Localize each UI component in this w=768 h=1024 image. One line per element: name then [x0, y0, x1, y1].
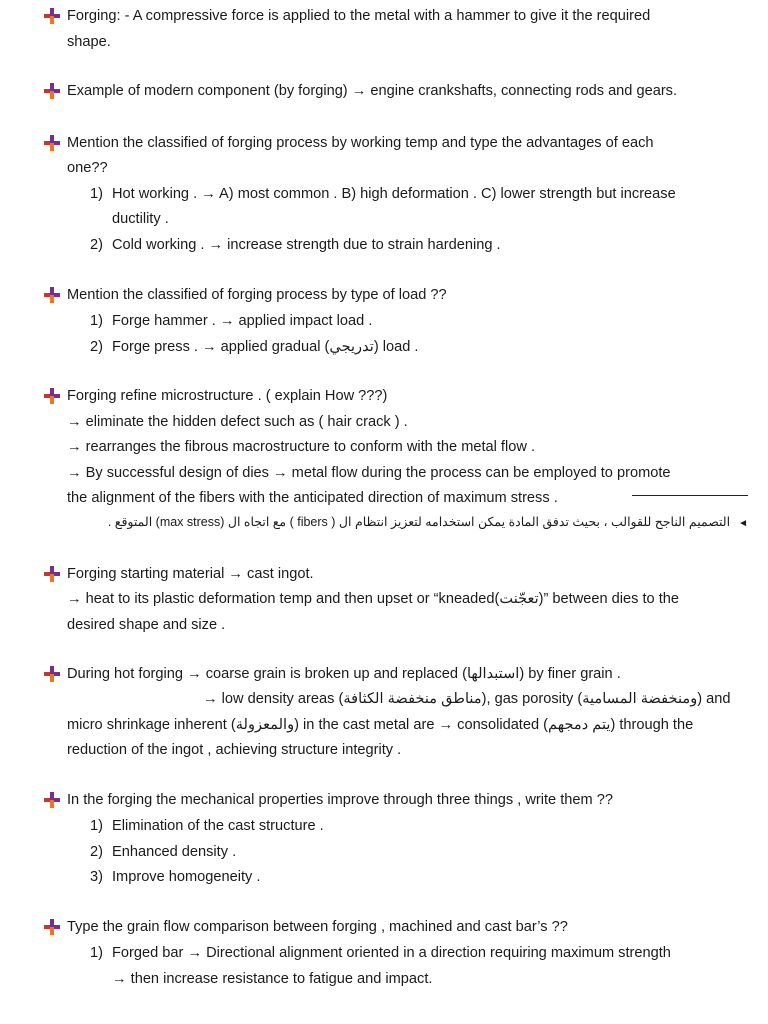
section-text: → rearranges the fibrous macrostructure to conform with the metal flow .	[67, 439, 535, 455]
list-item: 1) Elimination of the cast structure .	[90, 818, 324, 834]
section-text: → heat to its plastic deformation temp and then upset or “kneaded(تعجّنت)” between dies to the	[67, 591, 679, 607]
list-item: 2) Forge press . → applied gradual (تدريجي) load .	[90, 339, 419, 355]
section-text: Forging: - A compressive force is applied to the metal with a hammer to give it the required	[67, 8, 651, 24]
section-text: → eliminate the hidden defect such as ( hair crack ) .	[67, 414, 408, 430]
plus-bullet-icon	[43, 7, 61, 25]
plus-bullet-icon	[43, 82, 61, 100]
list-item: 2) Cold working . → increase strength due to strain hardening .	[90, 237, 501, 253]
section-text: Example of modern component (by forging) → engine crankshafts, connecting rods and gears.	[67, 83, 678, 99]
section-text: → low density areas (مناطق منخفضة الكثافة), gas porosity (ومنخفضة المسامية) and	[203, 691, 731, 707]
plus-bullet-icon	[43, 918, 61, 936]
section-text: reduction of the ingot , achieving structure integrity .	[67, 742, 402, 758]
plus-bullet-icon	[43, 286, 61, 304]
section-text: Forging refine microstructure . ( explain How ???)	[67, 388, 388, 404]
section-text: Forging starting material → cast ingot.	[67, 566, 314, 582]
list-item: 1) Forge hammer . → applied impact load .	[90, 313, 373, 329]
section-text: During hot forging → coarse grain is broken up and replaced (استبدالها) by finer grain .	[67, 666, 621, 682]
section-text: Type the grain flow comparison between forging , machined and cast bar’s ??	[67, 919, 568, 935]
plus-bullet-icon	[43, 134, 61, 152]
section-text: → By successful design of dies → metal flow during the process can be employed to promote	[67, 465, 671, 481]
plus-bullet-icon	[43, 665, 61, 683]
list-item: 2) Enhanced density .	[90, 844, 237, 860]
section-text: one??	[67, 160, 108, 176]
section-text: In the forging the mechanical properties improve through three things , write them ??	[67, 792, 613, 808]
section-text: shape.	[67, 34, 111, 50]
arabic-note: ◄التصميم الناجح للقوالب ، بحيث تدفق المادة يمكن استخدامه لتعزيز انتظام ال ( fibers ) مع اتجاه ال (max stress) المتوقع .	[107, 515, 748, 529]
list-item-continuation: → then increase resistance to fatigue and impact.	[112, 971, 433, 987]
list-item-continuation: ductility .	[112, 211, 169, 227]
section-text: desired shape and size .	[67, 617, 226, 633]
plus-bullet-icon	[43, 791, 61, 809]
plus-bullet-icon	[43, 387, 61, 405]
section-text: micro shrinkage inherent (والمعزولة) in the cast metal are → consolidated (يتم دمجهم) through the	[67, 717, 694, 733]
list-item: 1) Hot working . → A) most common . B) high deformation . C) lower strength but increase	[90, 186, 676, 202]
triangle-bullet-icon: ◄	[738, 518, 748, 529]
section-text: the alignment of the fibers with the anticipated direction of maximum stress .	[67, 490, 558, 506]
plus-bullet-icon	[43, 565, 61, 583]
divider-line	[632, 495, 748, 496]
section-text: Mention the classified of forging process by working temp and type the advantages of each	[67, 135, 654, 151]
list-item: 1) Forged bar → Directional alignment oriented in a direction requiring maximum strength	[90, 945, 671, 961]
list-item: 3) Improve homogeneity .	[90, 869, 261, 885]
section-text: Mention the classified of forging process by type of load ??	[67, 287, 447, 303]
